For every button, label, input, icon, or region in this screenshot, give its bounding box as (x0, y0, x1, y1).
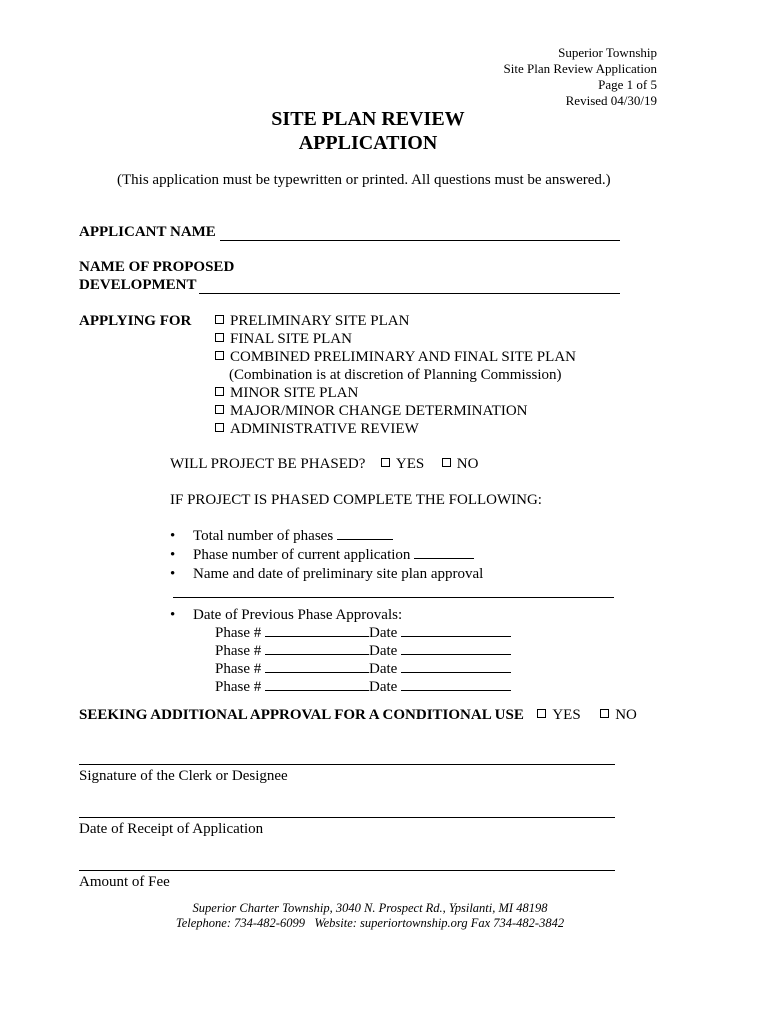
preliminary-approval-field[interactable] (173, 597, 614, 598)
page-title-line2: APPLICATION (298, 132, 438, 154)
total-phases-label: Total number of phases (193, 528, 334, 544)
instructions-text: (This application must be typewritten or printed. All questions must be answered.) (117, 172, 611, 188)
phased-question-row (170, 456, 478, 473)
checkbox-icon[interactable] (215, 315, 224, 324)
conditional-yes-checkbox-icon[interactable] (537, 709, 546, 718)
proposed-development-label-line2: DEVELOPMENT (79, 277, 197, 293)
phased-yes-checkbox-icon[interactable] (381, 458, 390, 467)
checkbox-icon[interactable] (215, 423, 224, 432)
footer-address: Superior Charter Township, 3040 N. Prospect Rd., Ypsilanti, MI 48198 (192, 901, 548, 915)
phased-no-label: NO (456, 456, 479, 472)
page-title-line1: SITE PLAN REVIEW (271, 108, 465, 130)
phase-date-field[interactable] (401, 636, 511, 637)
clerk-signature-label: Signature of the Clerk or Designee (79, 768, 288, 784)
total-phases-row (193, 528, 393, 545)
applying-for-label: APPLYING FOR (79, 313, 192, 329)
bullet-icon: • (170, 566, 176, 582)
conditional-no-label: NO (615, 707, 637, 723)
previous-approvals-label: Date of Previous Phase Approvals: (193, 607, 403, 623)
option-change-determination[interactable]: MAJOR/MINOR CHANGE DETERMINATION (215, 403, 528, 420)
phased-question: WILL PROJECT BE PHASED? (170, 456, 366, 472)
header-revised-date: Revised 04/30/19 (565, 93, 657, 108)
current-phase-row (193, 547, 474, 564)
phase-row: Phase # Date (215, 643, 511, 660)
checkbox-icon[interactable] (215, 333, 224, 342)
applicant-name-field[interactable] (220, 240, 620, 241)
option-preliminary-site-plan[interactable]: PRELIMINARY SITE PLAN (215, 313, 409, 330)
conditional-use-row (79, 707, 637, 724)
fee-amount-field[interactable] (79, 870, 615, 871)
checkbox-icon[interactable] (215, 387, 224, 396)
proposed-development-field[interactable] (199, 293, 620, 294)
header-form-name: Site Plan Review Application (503, 61, 657, 76)
header-page-number: Page 1 of 5 (598, 77, 657, 92)
current-phase-label: Phase number of current application (193, 547, 411, 563)
footer-contact: Telephone: 734-482-6099 Website: superiortownship.org Fax 734-482-3842 (175, 916, 565, 930)
checkbox-icon[interactable] (215, 405, 224, 414)
phase-date-field[interactable] (401, 690, 511, 691)
if-phased-heading: IF PROJECT IS PHASED COMPLETE THE FOLLOWING: (170, 492, 542, 508)
phase-row: Phase # Date (215, 679, 511, 696)
total-phases-field[interactable] (337, 539, 393, 540)
phased-no-checkbox-icon[interactable] (442, 458, 451, 467)
option-administrative-review[interactable]: ADMINISTRATIVE REVIEW (215, 421, 419, 438)
combined-note: (Combination is at discretion of Planning Commission) (229, 367, 562, 383)
conditional-yes-label: YES (552, 707, 581, 723)
receipt-date-field[interactable] (79, 817, 615, 818)
phase-date-field[interactable] (401, 672, 511, 673)
conditional-no-checkbox-icon[interactable] (600, 709, 609, 718)
phase-row: Phase # Date (215, 661, 511, 678)
phase-row: Phase # Date (215, 625, 511, 642)
receipt-date-label: Date of Receipt of Application (79, 821, 264, 837)
bullet-icon: • (170, 607, 176, 623)
fee-amount-label: Amount of Fee (79, 874, 170, 890)
proposed-development-label-line1: NAME OF PROPOSED (79, 259, 235, 275)
phase-date-field[interactable] (401, 654, 511, 655)
bullet-icon: • (170, 528, 176, 544)
clerk-signature-field[interactable] (79, 764, 615, 765)
preliminary-approval-label: Name and date of preliminary site plan approval (193, 566, 484, 582)
option-combined-site-plan[interactable]: COMBINED PRELIMINARY AND FINAL SITE PLAN (215, 349, 576, 366)
phase-number-field[interactable] (265, 654, 369, 655)
option-final-site-plan[interactable]: FINAL SITE PLAN (215, 331, 352, 348)
checkbox-icon[interactable] (215, 351, 224, 360)
bullet-icon: • (170, 547, 176, 563)
phase-number-field[interactable] (265, 636, 369, 637)
option-minor-site-plan[interactable]: MINOR SITE PLAN (215, 385, 358, 402)
phased-yes-label: YES (395, 456, 425, 472)
applicant-name-label: APPLICANT NAME (79, 224, 216, 240)
current-phase-field[interactable] (414, 558, 474, 559)
header-org: Superior Township (558, 45, 657, 60)
phase-number-field[interactable] (265, 690, 369, 691)
conditional-use-question: SEEKING ADDITIONAL APPROVAL FOR A CONDITIONAL USE (79, 707, 524, 723)
phase-number-field[interactable] (265, 672, 369, 673)
